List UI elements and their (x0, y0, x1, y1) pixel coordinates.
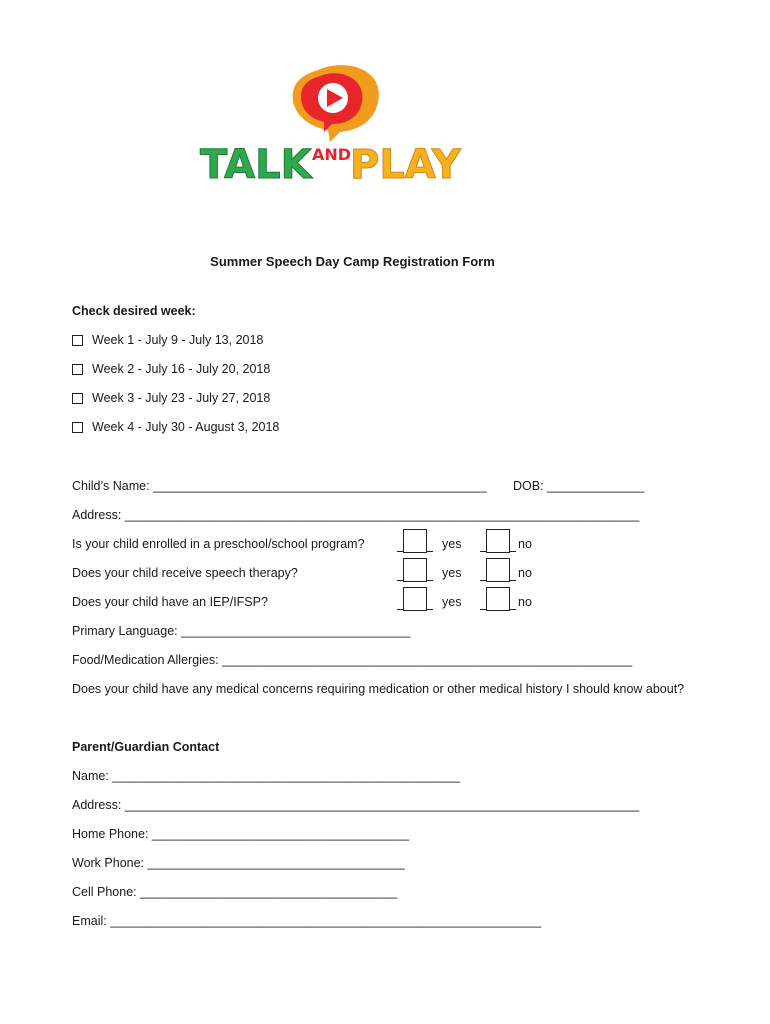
yes-label: yes (442, 537, 462, 551)
cell-phone-field[interactable]: Cell Phone: _____________________________________ (72, 885, 398, 899)
week-checkbox[interactable] (72, 393, 83, 404)
week-option[interactable] (72, 362, 270, 376)
child-address-field[interactable]: Address: __________________________________________________________________________ (72, 508, 640, 522)
week-option[interactable] (72, 333, 263, 347)
week-checkbox[interactable] (72, 335, 83, 346)
week-option[interactable] (72, 391, 270, 405)
week-label: Week 4 - July 30 - August 3, 2018 (92, 420, 280, 434)
home-phone-field[interactable]: Home Phone: _____________________________________ (72, 827, 410, 841)
work-phone-field[interactable]: Work Phone: _____________________________________ (72, 856, 405, 870)
logo-play: PLAY (350, 142, 461, 188)
week-checkbox[interactable] (72, 422, 83, 433)
parent-address-field[interactable]: Address: __________________________________________________________________________ (72, 798, 640, 812)
no-label: no (518, 537, 532, 551)
logo-talk: TALK (200, 142, 312, 188)
week-option[interactable] (72, 420, 279, 434)
no-label: no (518, 566, 532, 580)
allergies-field[interactable]: Food/Medication Allergies: ___________________________________________________________ (72, 653, 633, 667)
form-title: Summer Speech Day Camp Registration Form (210, 254, 495, 269)
medical-question: Does your child have any medical concerns requiring medication or other medical history I should know about? (72, 682, 685, 696)
yes-label: yes (442, 566, 462, 580)
logo-and: AND (312, 145, 352, 164)
parent-name-field[interactable]: Name: __________________________________________________ (72, 769, 460, 783)
week-label: Week 2 - July 16 - July 20, 2018 (92, 362, 271, 376)
email-field[interactable]: Email: ______________________________________________________________ (72, 914, 542, 928)
dob-field[interactable]: DOB: ______________ (513, 479, 645, 493)
question-therapy: Does your child receive speech therapy? (72, 566, 298, 580)
week-label: Week 1 - July 9 - July 13, 2018 (92, 333, 264, 347)
question-enrolled: Is your child enrolled in a preschool/school program? (72, 537, 365, 551)
talk-and-play-logo (190, 60, 475, 195)
parent-heading: Parent/Guardian Contact (72, 740, 220, 754)
no-checkbox[interactable] (486, 529, 510, 553)
weeks-heading: Check desired week: (72, 304, 196, 318)
yes-checkbox[interactable] (403, 587, 427, 611)
child-name-field[interactable]: Child’s Name: ________________________________________________ (72, 479, 487, 493)
yes-checkbox[interactable] (403, 529, 427, 553)
no-label: no (518, 595, 532, 609)
no-checkbox[interactable] (486, 587, 510, 611)
question-iep: Does your child have an IEP/IFSP? (72, 595, 268, 609)
yes-label: yes (442, 595, 462, 609)
yes-checkbox[interactable] (403, 558, 427, 582)
no-checkbox[interactable] (486, 558, 510, 582)
primary-language-field[interactable]: Primary Language: _________________________________ (72, 624, 411, 638)
week-label: Week 3 - July 23 - July 27, 2018 (92, 391, 271, 405)
week-checkbox[interactable] (72, 364, 83, 375)
